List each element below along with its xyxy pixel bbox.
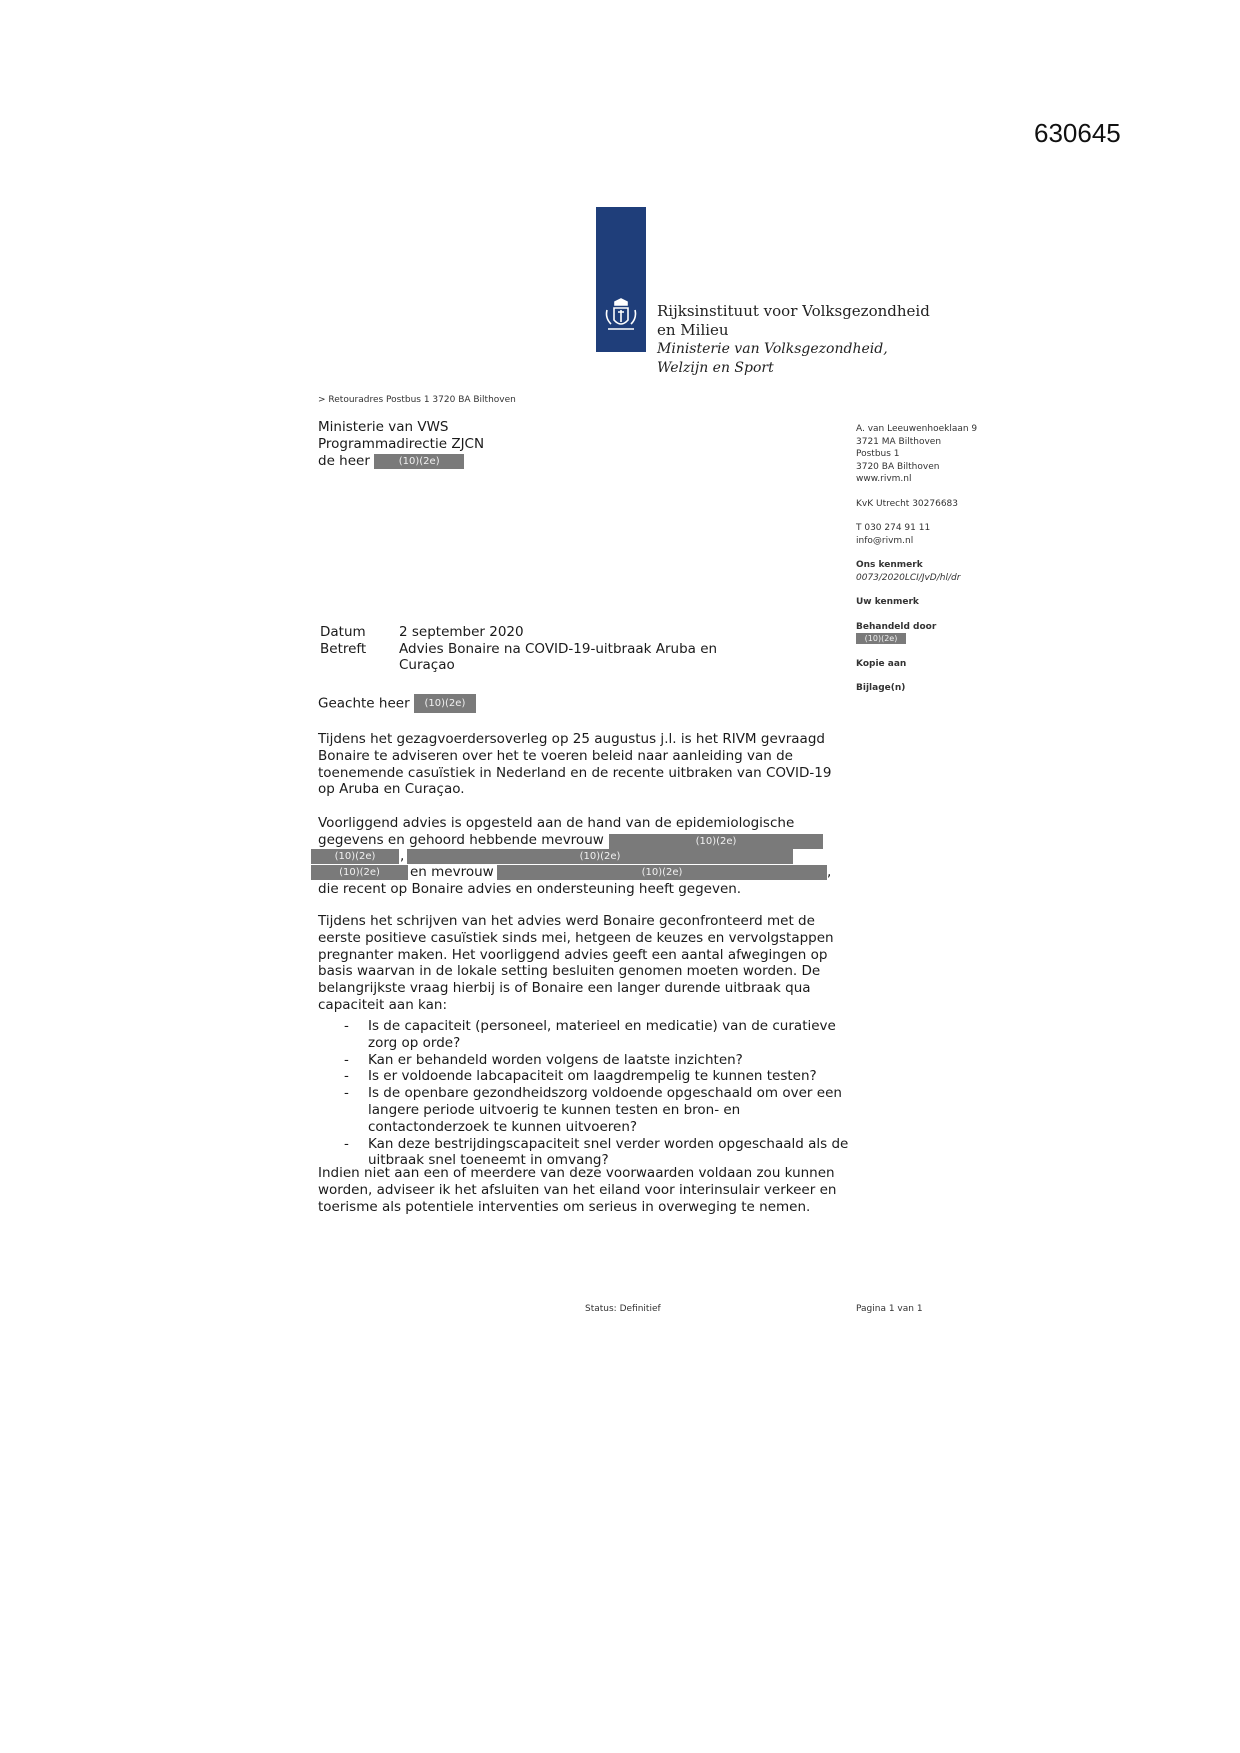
list-dash: -: [344, 1068, 349, 1085]
list-dash: -: [344, 1135, 349, 1152]
sender-phone: T 030 274 91 11: [856, 523, 931, 533]
ons-kenmerk-label: Ons kenmerk: [856, 560, 923, 570]
list-item-text: Is de capaciteit (personeel, materieel en medicatie) van de curatieve zorg op orde?: [368, 1018, 836, 1051]
coat-of-arms-icon: [601, 296, 641, 336]
comma: ,: [400, 847, 405, 864]
uw-kenmerk-label: Uw kenmerk: [856, 597, 919, 607]
betreft-label: Betreft: [320, 640, 367, 657]
redaction-block: (10)(2e): [856, 633, 906, 644]
sender-website[interactable]: www.rivm.nl: [856, 474, 912, 484]
list-dash: -: [344, 1051, 349, 1068]
paragraph-1: Tijdens het gezagvoerdersoverleg op 25 augustus j.l. is het RIVM gevraagd Bonaire te adviseren over het te voeren beleid naar aanleiding van de toenemende casuïstiek in Nederland en de recente uitbraken van COVID-19 op Aruba en Curaçao.: [318, 731, 832, 798]
paragraph-4: Indien niet aan een of meerdere van deze voorwaarden voldaan zou kunnen worden, adviseer ik het afsluiten van het eiland voor interinsulair verkeer en toerisme als potentiele interventies om serieus in overweging te nemen.: [318, 1165, 837, 1215]
sender-sidebar: [856, 423, 996, 695]
list-item-text: Is er voldoende labcapaciteit om laagdrempelig te kunnen testen?: [368, 1068, 817, 1085]
betreft-line2: Curaçao: [399, 657, 455, 673]
recipient-address: [318, 419, 484, 470]
redaction-block: (10)(2e): [311, 849, 399, 864]
datum-value: 2 september 2020: [399, 624, 524, 640]
recipient-title: de heer: [318, 453, 370, 469]
list-item: [318, 1085, 858, 1135]
redaction-block: (10)(2e): [609, 834, 823, 849]
sender-email[interactable]: info@rivm.nl: [856, 535, 914, 546]
list-item: [318, 1052, 858, 1069]
salutation-text: Geachte heer: [318, 695, 410, 712]
org-line2: en Milieu: [657, 321, 729, 339]
sender-postbus: Postbus 1: [856, 449, 900, 459]
letter-meta: [320, 624, 717, 674]
behandeld-door-label: Behandeld door: [856, 621, 937, 632]
recipient-line1: Ministerie van VWS: [318, 419, 449, 435]
document-number: 630645: [1034, 118, 1121, 148]
list-item: [318, 1068, 858, 1085]
list-dash: -: [344, 1018, 349, 1034]
ministry-line1: Ministerie van Volksgezondheid,: [657, 341, 888, 357]
en-mevrouw: en mevrouw: [410, 863, 494, 880]
footer-status: Status: Definitief: [585, 1304, 661, 1314]
redaction-block: (10)(2e): [414, 694, 476, 713]
letterhead-org: [657, 302, 930, 378]
question-list: [318, 1018, 858, 1169]
sender-address1: A. van Leeuwenhoeklaan 9: [856, 424, 978, 434]
sender-address2: 3721 MA Bilthoven: [856, 436, 942, 447]
paragraph-2: [318, 815, 878, 897]
paragraph-2-last-line: die recent op Bonaire advies en ondersteuning heeft gegeven.: [318, 880, 742, 897]
org-line1: Rijksinstituut voor Volksgezondheid: [657, 302, 930, 320]
redaction-block: (10)(2e): [407, 849, 793, 864]
salutation: [318, 694, 848, 713]
ministry-line2: Welzijn en Sport: [657, 360, 774, 376]
redaction-block: (10)(2e): [374, 454, 464, 469]
comma: ,: [827, 863, 832, 880]
footer-page: Pagina 1 van 1: [856, 1304, 923, 1314]
list-item-text: Kan er behandeld worden volgens de laatste inzichten?: [368, 1051, 743, 1068]
datum-label: Datum: [320, 624, 366, 640]
paragraph-2-line2: gegevens en gehoord hebbende mevrouw: [318, 831, 604, 848]
redaction-block: (10)(2e): [311, 865, 408, 880]
paragraph-3: Tijdens het schrijven van het advies werd Bonaire geconfronteerd met de eerste positieve casuïstiek sinds mei, hetgeen de keuzes en vervolgstappen pregnanter maken. Het voorliggend advies geeft een aantal afwegingen op basis waarvan in de lokale setting besluiten genomen moeten worden. De belangrijkste vraag hierbij is of Bonaire een langer durende uitbraak qua capaciteit aan kan:: [318, 913, 834, 1013]
list-item: [318, 1018, 858, 1052]
sender-postcode: 3720 BA Bilthoven: [856, 461, 940, 472]
list-item-text: Kan deze bestrijdingscapaciteit snel verder worden opgeschaald als de uitbraak snel toeneemt in omvang?: [368, 1135, 849, 1169]
list-dash: -: [344, 1085, 349, 1102]
paragraph-2-line1: Voorliggend advies is opgesteld aan de hand van de epidemiologische: [318, 815, 795, 831]
return-address: > Retouradres Postbus 1 3720 BA Bilthoven: [318, 395, 516, 405]
redaction-block: (10)(2e): [497, 865, 827, 880]
recipient-line2: Programmadirectie ZJCN: [318, 436, 485, 452]
list-item-text: Is de openbare gezondheidszorg voldoende opgeschaald om over een langere periode uitvoerig te kunnen testen en bron- en contactonderzoek te kunnen uitvoeren?: [368, 1085, 842, 1135]
sender-kvk: KvK Utrecht 30276683: [856, 498, 958, 509]
betreft-line1: Advies Bonaire na COVID-19-uitbraak Aruba en: [399, 640, 718, 657]
kopie-aan-label: Kopie aan: [856, 658, 907, 669]
bijlage-label: Bijlage(n): [856, 683, 906, 693]
ons-kenmerk-value: 0073/2020LCI/JvD/hl/dr: [856, 572, 961, 583]
